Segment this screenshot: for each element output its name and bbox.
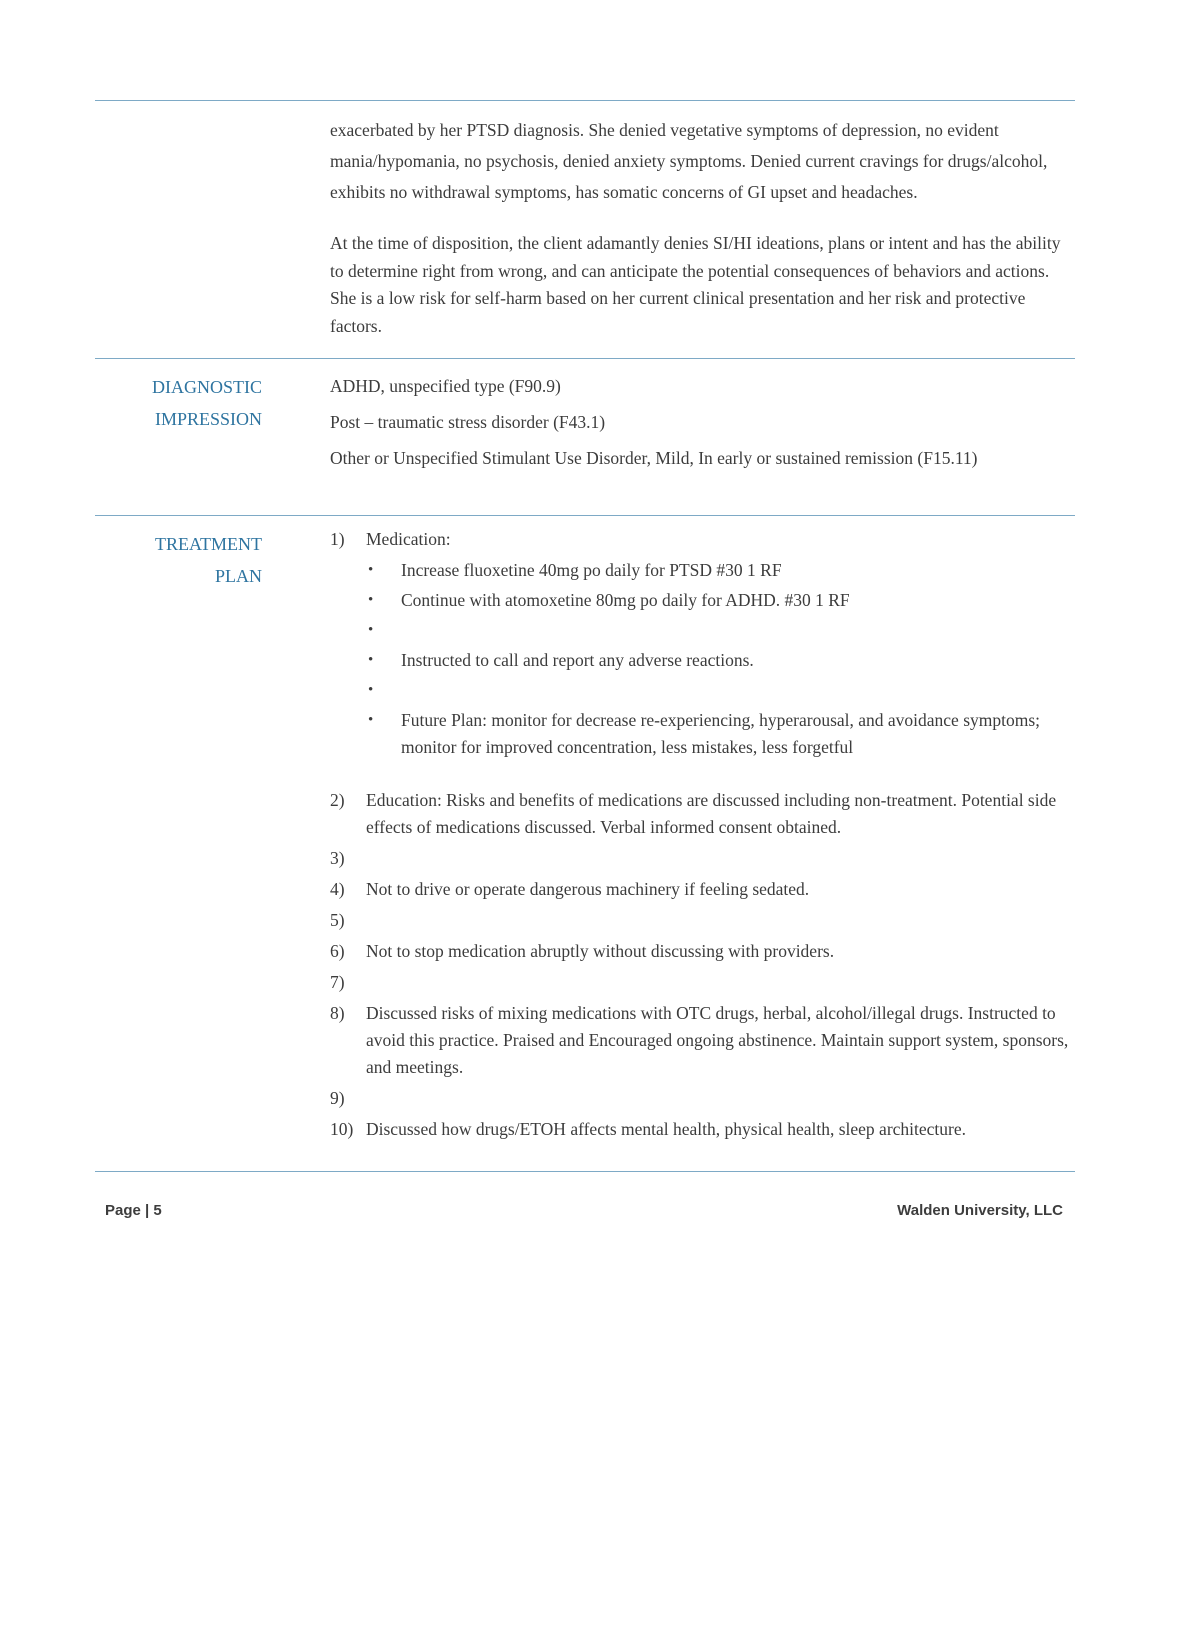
diagnosis-item: Post – traumatic stress disorder (F43.1): [330, 412, 606, 432]
treatment-content: [310, 516, 1075, 1171]
treatment-item-6: [330, 938, 1075, 965]
bullet-text: Instructed to call and report any adverse reactions.: [401, 650, 754, 670]
treatment-item-text: Not to stop medication abruptly without discussing with providers.: [366, 941, 835, 961]
bullet-row: [368, 707, 1075, 761]
treatment-item-3: [330, 845, 1075, 872]
treatment-item-number: 6): [330, 941, 345, 961]
diagnostic-heading-line1: DIAGNOSTIC: [152, 377, 262, 397]
bullet-icon: •: [368, 712, 374, 728]
treatment-item-number: 8): [330, 1003, 345, 1023]
medication-bullet-list: [368, 557, 1075, 761]
bullet-text: [401, 617, 1075, 644]
narrative-content: [310, 101, 1075, 358]
bullet-icon: •: [368, 682, 374, 698]
treatment-item-number: 7): [330, 972, 345, 992]
section-divider: [95, 1171, 1075, 1172]
treatment-item-number: 1): [330, 529, 345, 549]
treatment-item-text: Discussed risks of mixing medications with OTC drugs, herbal, alcohol/illegal drugs. Instructed to avoid this practice. Praised and Encouraged ongoing abstinence. Maintain support system, sponsors, and meetings.: [366, 1003, 1069, 1077]
diagnostic-impression-section: [95, 358, 1075, 515]
treatment-item-text: [366, 907, 1075, 934]
bullet-icon: •: [368, 622, 374, 638]
clinical-note-table: [95, 100, 1075, 1172]
treatment-item-10: [330, 1116, 1075, 1143]
treatment-item-7: [330, 969, 1075, 996]
treatment-item-text: [366, 1085, 1075, 1112]
treatment-item-text: [366, 845, 1075, 872]
treatment-heading-line2: PLAN: [214, 566, 262, 587]
bullet-row: [368, 647, 1075, 674]
bullet-row-empty: [368, 677, 1075, 704]
bullet-row: [368, 557, 1075, 584]
treatment-plan-heading: [95, 516, 310, 1171]
bullet-text: Increase fluoxetine 40mg po daily for PTSD #30 1 RF: [401, 560, 782, 580]
narrative-paragraph-2: At the time of disposition, the client adamantly denies SI/HI ideations, plans or intent and has the ability to determine right from wrong, and can anticipate the potential consequences of behaviors and actions. She is a low risk for self-harm based on her current clinical presentation and her risk and protective factors.: [330, 233, 1061, 336]
bullet-row: [368, 587, 1075, 614]
treatment-item-4: [330, 876, 1075, 903]
treatment-item-5: [330, 907, 1075, 934]
treatment-item-text: Medication:: [366, 529, 451, 549]
treatment-item-text: Education: Risks and benefits of medications are discussed including non-treatment. Potential side effects of medications discussed. Verbal informed consent obtained.: [366, 790, 1057, 837]
diagnostic-content: [310, 359, 1075, 515]
diagnostic-impression-heading: [95, 359, 310, 515]
treatment-item-2: [330, 787, 1075, 841]
narrative-paragraph-1: exacerbated by her PTSD diagnosis. She denied vegetative symptoms of depression, no evident mania/hypomania, no psychosis, denied anxiety symptoms. Denied current cravings for drugs/alcohol, exhibits no withdrawal symptoms, has somatic concerns of GI upset and headaches.: [330, 120, 1048, 202]
narrative-label-column: [95, 101, 310, 358]
diagnosis-item: Other or Unspecified Stimulant Use Disorder, Mild, In early or sustained remission (F15.11): [330, 448, 978, 468]
treatment-item-8: [330, 1000, 1075, 1081]
bullet-row-empty: [368, 617, 1075, 644]
treatment-item-number: 9): [330, 1088, 345, 1108]
footer-org-name: Walden University, LLC: [897, 1202, 1063, 1219]
treatment-plan-section: [95, 515, 1075, 1171]
treatment-item-number: 2): [330, 790, 345, 810]
treatment-item-text: [366, 969, 1075, 996]
treatment-item-number: 5): [330, 910, 345, 930]
treatment-item-9: [330, 1085, 1075, 1112]
diagnosis-item: ADHD, unspecified type (F90.9): [330, 376, 561, 396]
bullet-icon: •: [368, 592, 374, 608]
bullet-icon: •: [368, 652, 374, 668]
treatment-item-number: 3): [330, 848, 345, 868]
document-page: [0, 100, 1190, 1640]
treatment-item-number: 4): [330, 879, 345, 899]
bullet-icon: •: [368, 562, 374, 578]
footer-page-number: Page | 5: [105, 1202, 162, 1219]
treatment-item-1: [330, 526, 1075, 553]
treatment-item-number: 10): [330, 1119, 354, 1139]
bullet-text: [401, 677, 1075, 704]
treatment-heading-line1: TREATMENT: [155, 534, 262, 554]
narrative-section: [95, 100, 1075, 358]
bullet-text: Continue with atomoxetine 80mg po daily for ADHD. #30 1 RF: [401, 590, 850, 610]
diagnostic-heading-line2: IMPRESSION: [154, 409, 262, 430]
treatment-item-text: Not to drive or operate dangerous machinery if feeling sedated.: [366, 879, 810, 899]
treatment-item-text: Discussed how drugs/ETOH affects mental health, physical health, sleep architecture.: [366, 1119, 966, 1139]
bullet-text: Future Plan: monitor for decrease re-experiencing, hyperarousal, and avoidance symptoms; monitor for improved concentration, less mistakes, less forgetful: [401, 710, 1041, 757]
page-footer: [105, 1202, 1063, 1219]
